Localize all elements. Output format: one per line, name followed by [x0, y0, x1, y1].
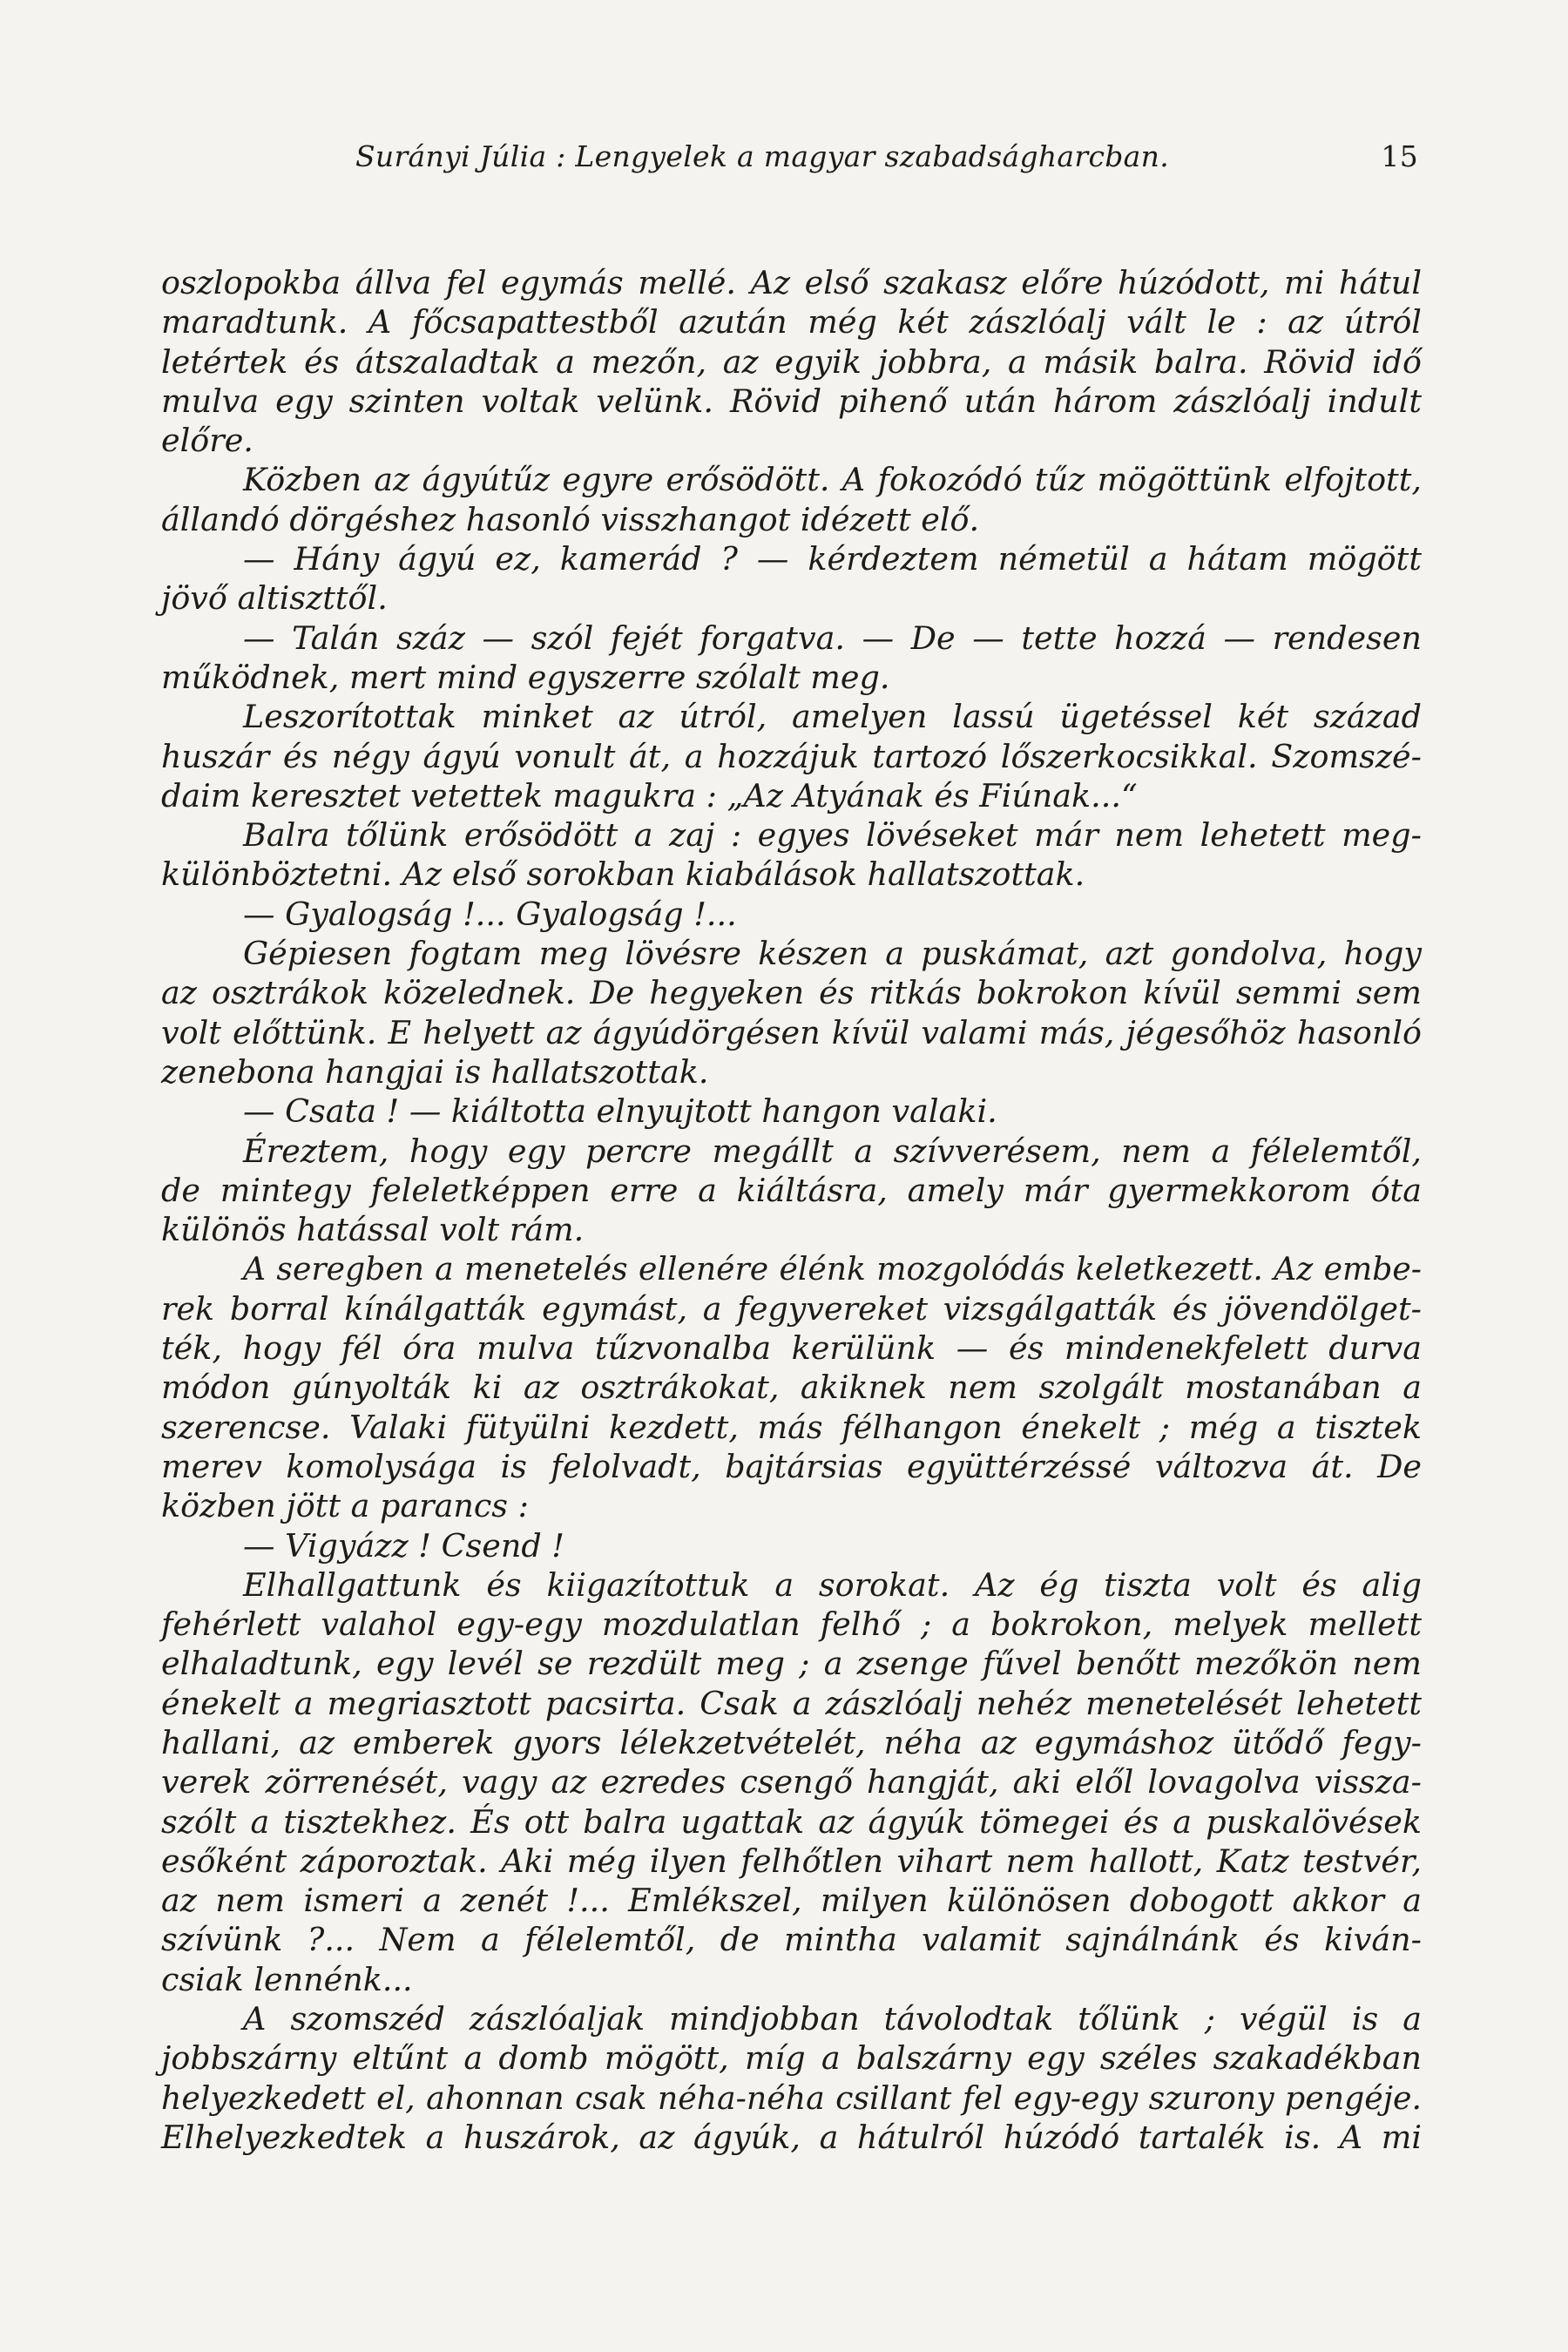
- text-line: — Hány ágyú ez, kamerád ? — kérdeztem németül a hátam mögött: [243, 540, 1422, 578]
- text-line: daim keresztet vetettek magukra : „Az Atyának és Fiúnak...“: [161, 776, 1138, 814]
- text-line: Közben az ágyútűz egyre erősödött. A fokozódó tűz mögöttünk elfojtott,: [243, 461, 1422, 499]
- text-line: merev komolysága is felolvadt, bajtársias együttérzéssé változva át. De: [161, 1447, 1422, 1485]
- text-line: szólt a tisztekhez. És ott balra ugattak az ágyúk tömegei és a puskalövések: [161, 1802, 1422, 1841]
- text-line: A seregben a menetelés ellenére élénk mozgolódás keletkezett. Az embe-: [243, 1250, 1422, 1288]
- text-line: Balra tőlünk erősödött a zaj : egyes lövéseket már nem lehetett meg-: [243, 816, 1422, 855]
- text-line: — Talán száz — szól fejét forgatva. — De — tette hozzá — rendesen: [243, 618, 1422, 657]
- text-line: mulva egy szinten voltak velünk. Rövid pihenő után három zászlóalj indult: [161, 382, 1422, 420]
- text-line: jövő altiszttől.: [161, 579, 388, 618]
- text-line: csiak lennénk...: [161, 1960, 413, 1998]
- running-header: [355, 139, 1418, 178]
- text-line: szívünk ?... Nem a félelemtől, de mintha valamit sajnálnánk és kiván-: [161, 1921, 1422, 1959]
- page-number: 15: [1381, 139, 1418, 173]
- text-line: Elhallgattunk és kiigazítottuk a sorokat. Az ég tiszta volt és alig: [243, 1565, 1422, 1604]
- text-line: jobbszárny eltűnt a domb mögött, míg a balszárny egy széles szakadékban: [161, 2039, 1422, 2078]
- text-line: ték, hogy fél óra mulva tűzvonalba kerülünk — és mindenekfelett durva: [161, 1329, 1422, 1368]
- text-line: énekelt a megriasztott pacsirta. Csak a zászlóalj nehéz menetelését lehetett: [161, 1684, 1422, 1722]
- text-line: fehérlett valahol egy-egy mozdulatlan felhő ; a bokrokon, melyek mellett: [161, 1605, 1422, 1644]
- text-line: Éreztem, hogy egy percre megállt a szívverésem, nem a félelemtől,: [243, 1132, 1422, 1170]
- text-line: közben jött a parancs :: [161, 1487, 529, 1525]
- running-header-title: Surányi Júlia : Lengyelek a magyar szabadságharcban.: [355, 139, 1169, 173]
- text-line: az nem ismeri a zenét !... Emlékszel, milyen különösen dobogott akkor a: [161, 1882, 1422, 1920]
- text-line: módon gúnyolták ki az osztrákokat, akiknek nem szolgált mostanában a: [161, 1369, 1422, 1407]
- text-line: rek borral kínálgatták egymást, a fegyvereket vizsgálgatták és jövendölget-: [161, 1289, 1422, 1328]
- text-line: A szomszéd zászlóaljak mindjobban távolodtak tőlünk ; végül is a: [243, 2000, 1422, 2038]
- text-line: oszlopokba állva fel egymás mellé. Az első szakasz előre húzódott, mi hátul: [161, 264, 1422, 301]
- text-line: — Csata ! — kiáltotta elnyujtott hangon valaki.: [243, 1092, 997, 1131]
- text-line: különös hatással volt rám.: [161, 1211, 585, 1249]
- body-text: [161, 263, 1422, 2157]
- text-line: különböztetni. Az első sorokban kiabálások hallatszottak.: [161, 855, 1085, 894]
- text-line: hallani, az emberek gyors lélekzetvételét, néha az egymáshoz ütődő fegy-: [161, 1723, 1422, 1761]
- text-line: előre.: [161, 422, 253, 460]
- text-line: maradtunk. A főcsapattestből azután még két zászlóalj vált le : az útról: [161, 303, 1422, 341]
- text-line: verek zörrenését, vagy az ezredes csengő hangját, aki elől lovagolva vissza-: [161, 1763, 1422, 1801]
- text-line: Leszorítottak minket az útról, amelyen lassú ügetéssel két század: [243, 698, 1422, 736]
- text-line: zenebona hangjai is hallatszottak.: [161, 1052, 709, 1091]
- text-line: huszár és négy ágyú vonult át, a hozzájuk tartozó lőszerkocsikkal. Szomszé-: [161, 737, 1422, 775]
- text-line: az osztrákok közelednek. De hegyeken és ritkás bokrokon kívül semmi sem: [161, 974, 1422, 1012]
- text-line: — Gyalogság !... Gyalogság !...: [243, 895, 737, 933]
- text-line: szerencse. Valaki fütyülni kezdett, más félhangon énekelt ; még a tisztek: [161, 1408, 1422, 1446]
- text-line: Gépiesen fogtam meg lövésre készen a puskámat, azt gondolva, hogy: [243, 935, 1422, 973]
- text-line: — Vigyázz ! Csend !: [243, 1526, 564, 1565]
- text-line: helyezkedett el, ahonnan csak néha-néha csillant fel egy-egy szurony pengéje.: [161, 2078, 1422, 2117]
- text-line: esőként záporoztak. Aki még ilyen felhőtlen vihart nem hallott, Katz testvér,: [161, 1842, 1422, 1880]
- text-line: letértek és átszaladtak a mezőn, az egyik jobbra, a másik balra. Rövid idő: [161, 342, 1422, 381]
- text-line: volt előttünk. E helyett az ágyúdörgésen kívül valami más, jégesőhöz hasonló: [161, 1013, 1422, 1051]
- text-line: állandó dörgéshez hasonló visszhangot idézett elő.: [161, 500, 980, 538]
- text-line: működnek, mert mind egyszerre szólalt meg.: [161, 658, 890, 696]
- text-line: elhaladtunk, egy levél se rezdült meg ; a zsenge fűvel benőtt mezőkön nem: [161, 1645, 1422, 1683]
- text-line: Elhelyezkedtek a huszárok, az ágyúk, a hátulról húzódó tartalék is. A mi: [161, 2118, 1422, 2156]
- text-line: de mintegy feleletképpen erre a kiáltásra, amely már gyermekkorom óta: [161, 1171, 1422, 1209]
